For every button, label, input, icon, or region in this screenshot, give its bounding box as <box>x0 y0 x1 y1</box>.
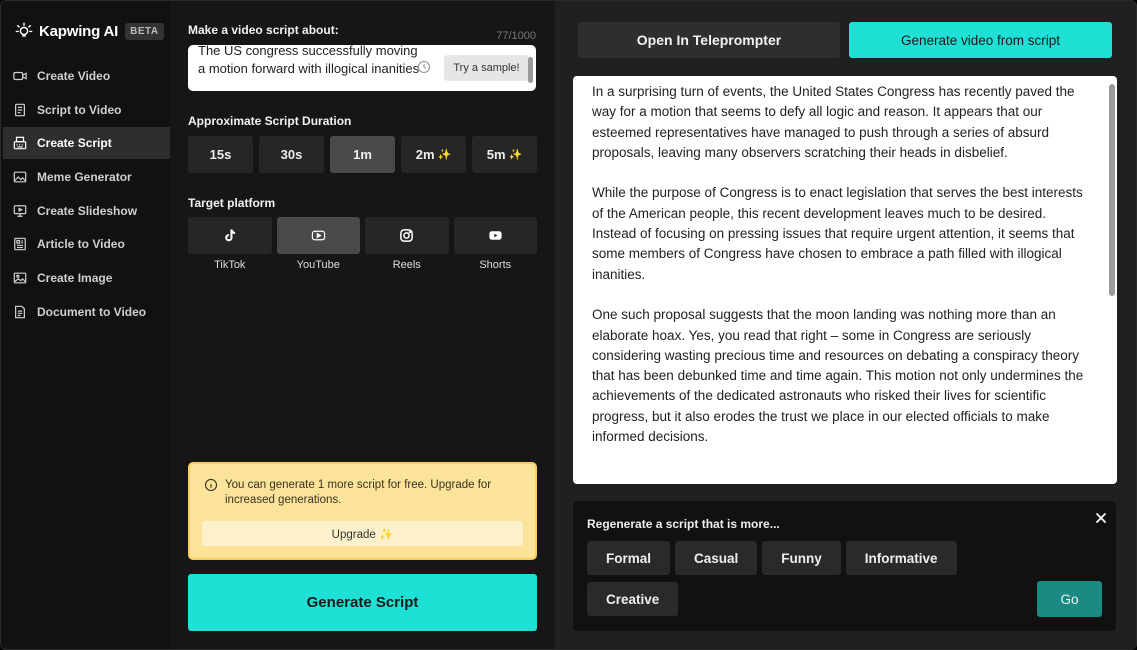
sparkle-icon: ✨ <box>437 149 452 161</box>
duration-30s-button[interactable] <box>259 136 324 173</box>
image-icon <box>13 271 27 285</box>
platform-caption: Shorts <box>479 259 512 271</box>
duration-1m-button[interactable] <box>330 136 395 173</box>
duration-label-text: 1m <box>353 147 372 162</box>
sidebar-item-article-to-video[interactable] <box>3 228 170 260</box>
sidebar-item-document-to-video[interactable] <box>3 296 170 328</box>
topic-input[interactable] <box>188 45 536 91</box>
youtube-shorts-icon <box>488 228 503 243</box>
topic-scrollbar[interactable] <box>528 57 533 83</box>
platform-caption: Reels <box>392 259 421 271</box>
tone-informative-button[interactable]: Informative <box>846 541 957 575</box>
sidebar-item-label: Create Video <box>37 69 111 83</box>
go-button[interactable]: Go <box>1037 581 1102 617</box>
generate-video-button[interactable]: Generate video from script <box>849 22 1112 58</box>
platform-options <box>188 217 537 271</box>
platform-tile[interactable] <box>277 217 361 254</box>
platform-tile[interactable] <box>188 217 272 254</box>
platform-tile[interactable] <box>365 217 449 254</box>
brand-name: Kapwing AI <box>39 22 119 40</box>
image-icon <box>13 170 27 184</box>
duration-2m-button[interactable] <box>401 136 466 173</box>
script-icon <box>13 103 27 117</box>
tone-formal-button[interactable]: Formal <box>587 541 670 575</box>
platform-label: Target platform <box>188 196 276 210</box>
beta-badge: BETA <box>125 23 163 40</box>
slideshow-icon <box>13 204 27 218</box>
document-icon <box>13 305 27 319</box>
tone-funny-button[interactable]: Funny <box>762 541 841 575</box>
tone-casual-button[interactable]: Casual <box>675 541 757 575</box>
script-output-panel <box>555 1 1137 650</box>
platform-caption: YouTube <box>296 259 340 271</box>
tiktok-icon <box>222 228 237 243</box>
sidebar-item-create-video[interactable] <box>3 60 170 92</box>
script-form-panel <box>170 1 555 650</box>
lightbulb-icon <box>15 22 33 40</box>
script-text[interactable] <box>592 82 1092 468</box>
video-icon <box>13 69 27 83</box>
brand[interactable] <box>15 19 164 43</box>
article-icon <box>13 237 27 251</box>
duration-label: Approximate Script Duration <box>188 114 352 128</box>
upgrade-button[interactable]: Upgrade ✨ <box>202 521 523 546</box>
youtube-icon <box>311 228 326 243</box>
try-sample-button[interactable]: Try a sample! <box>444 55 529 81</box>
tone-creative-button[interactable]: Creative <box>587 582 678 616</box>
sidebar-nav <box>3 60 170 330</box>
platform-caption: TikTok <box>214 259 246 271</box>
regenerate-title: Regenerate a script that is more... <box>587 517 780 531</box>
sidebar-item-create-script[interactable] <box>3 127 170 159</box>
free-limit-notice <box>188 462 537 560</box>
sidebar-item-label: Create Slideshow <box>37 203 138 218</box>
platform-shorts[interactable] <box>454 217 538 271</box>
topic-label: Make a video script about: <box>188 23 339 37</box>
script-scrollbar[interactable] <box>1109 84 1115 296</box>
sidebar-item-label: Document to Video <box>37 304 147 319</box>
script-paragraph: In a surprising turn of events, the United States Congress has recently paved the way for a motion that seems to defy all logic and reason. It appears that our esteemed representatives have managed to push through a series of absurd proposals, leaving many observers scratching their heads in disbelief. <box>592 84 1075 160</box>
duration-label-text: 5m <box>486 147 506 162</box>
sidebar-item-label: Script to Video <box>37 102 122 117</box>
sidebar-item-label: Article to Video <box>37 237 125 252</box>
generate-script-button[interactable]: Generate Script <box>188 574 537 631</box>
platform-youtube[interactable] <box>277 217 361 271</box>
regenerate-panel <box>573 501 1116 631</box>
open-teleprompter-button[interactable]: Open In Teleprompter <box>578 22 840 58</box>
instagram-icon <box>399 228 414 243</box>
info-icon <box>204 478 218 492</box>
sidebar-item-create-image[interactable] <box>3 262 170 294</box>
sidebar-item-label: Meme Generator <box>37 170 132 185</box>
sidebar-item-label: Create Image <box>37 271 113 286</box>
duration-label-text: 2m <box>415 147 435 162</box>
typewriter-icon <box>13 136 27 150</box>
platform-reels[interactable] <box>365 217 449 271</box>
script-editor[interactable] <box>573 76 1117 484</box>
sidebar-item-create-slideshow[interactable] <box>3 195 170 227</box>
duration-options <box>188 136 537 173</box>
duration-label-text: 15s <box>209 147 232 162</box>
duration-label-text: 30s <box>280 147 303 162</box>
notice-message: You can generate 1 more script for free. Upgrade for increased generations. <box>225 479 492 506</box>
tone-options <box>587 541 987 616</box>
platform-tiktok[interactable] <box>188 217 272 271</box>
topic-input-text[interactable]: The US congress successfully moving a motion forward with illogical inanities <box>198 45 420 76</box>
history-icon[interactable] <box>417 60 431 74</box>
sidebar <box>1 1 170 650</box>
duration-5m-button[interactable] <box>472 136 537 173</box>
char-counter: 77/1000 <box>496 30 536 42</box>
sparkle-icon: ✨ <box>508 149 523 161</box>
duration-15s-button[interactable] <box>188 136 253 173</box>
script-paragraph: One such proposal suggests that the moon landing was nothing more than an elaborate hoax. Yes, you read that right – some in Congress are seriously considering wasting precious time and resources on debating a conspiracy theory that has been debunked time and time again. This motion not only undermines the achievements of the dedicated astronauts who risked their lives for scientific progress, but it also erodes the trust we place in our elected officials to make informed decisions. <box>592 307 1084 445</box>
sidebar-item-script-to-video[interactable] <box>3 94 170 126</box>
platform-tile[interactable] <box>454 217 538 254</box>
close-icon[interactable] <box>1094 511 1108 525</box>
script-paragraph: While the purpose of Congress is to enact legislation that serves the best interests of the American people, this recent development leaves much to be desired. Instead of focusing on pressing issues that require urgent attention, it seems that some members of Congress have chosen to embrace a path filled with illogical inanities. <box>592 185 1083 282</box>
sidebar-item-meme-generator[interactable] <box>3 161 170 193</box>
sidebar-item-label: Create Script <box>37 136 112 151</box>
